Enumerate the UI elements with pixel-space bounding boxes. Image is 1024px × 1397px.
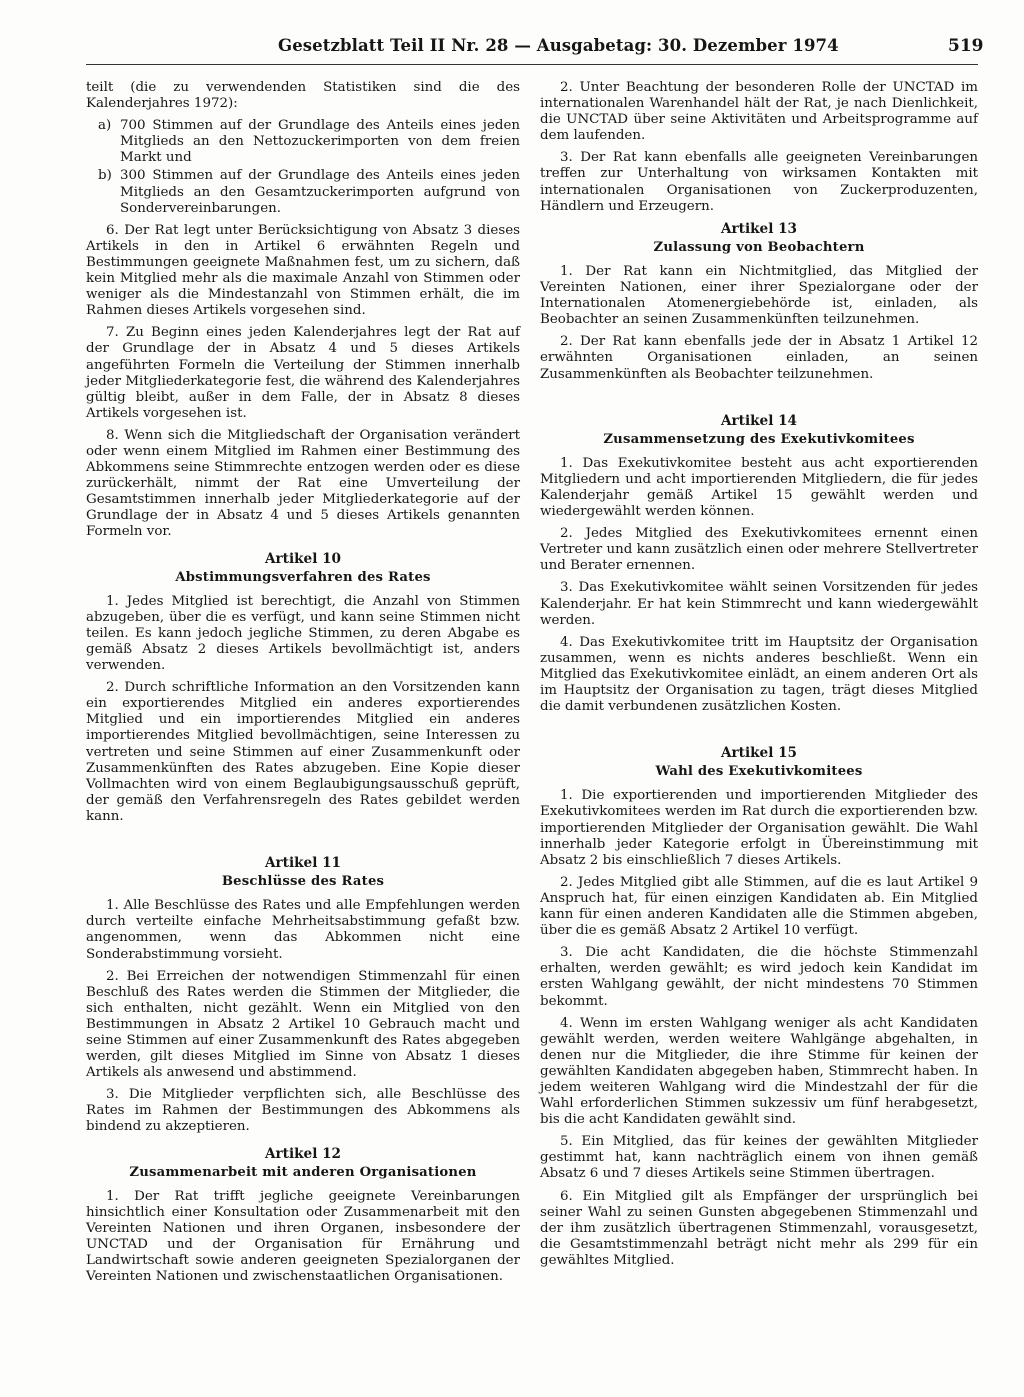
paragraph-7: 7. Zu Beginn eines jeden Kalenderjahres legt der Rat auf der Grundlage der in Absatz 4 und 5 dieses Artikels angeführten Formeln die Verteilung der Stimmen innerhalb jeder Mitgliederkategorie fest, die während des Kalenderjahres gültig bleibt, außer in dem Falle, der in Absatz 8 dieses Artikels vorgesehen ist. xyxy=(86,325,520,421)
article-10-paragraph-2: 2. Durch schriftliche Information an den Vorsitzenden kann ein exportierendes Mitglied ein anderes exportierendes Mitglied und ein importierendes Mitglied ein anderes importierendes Mitglied bevollmächtigen, seine Interessen zu vertreten und seine Stimmen auf einer Zusammenkunft oder Zusammenkünften des Rates abzugeben. Eine Kopie dieser Vollmachten wird von einem Beglaubigungsausschuß geprüft, der gemäß den Verfahrensregeln des Rates gebildet werden kann. xyxy=(86,680,520,824)
list-item xyxy=(86,168,520,216)
article-11-paragraph-3: 3. Die Mitglieder verpflichten sich, alle Beschlüsse des Rates im Rahmen der Bestimmungen des Abkommens als bindend zu akzeptieren. xyxy=(86,1087,520,1135)
article-14-title: Zusammensetzung des Exekutivkomitees xyxy=(603,431,915,447)
article-11-paragraph-1: 1. Alle Beschlüsse des Rates und alle Empfehlungen werden durch verteilte einfache Mehrheitsabstimmung gefaßt bzw. angenommen, wenn das Abkommen nicht eine Sonderabstimmung vorsieht. xyxy=(86,898,520,962)
article-15-paragraph-3: 3. Die acht Kandidaten, die die höchste Stimmenzahl erhalten, werden gewählt; es wird jedoch kein Kandidat im ersten Wahlgang gewählt, der nicht mindestens 70 Stimmen bekommt. xyxy=(540,945,978,1009)
article-13-paragraph-1: 1. Der Rat kann ein Nichtmitglied, das Mitglied der Vereinten Nationen, einer ihrer Spezialorgane oder der Internationalen Atomenergiebehörde ist, einladen, als Beobachter an seinen Zusammenkünften teilzunehmen. xyxy=(540,263,978,328)
page-header xyxy=(0,36,1024,66)
article-10-heading: Artikel 10 xyxy=(264,550,342,567)
article-13-title: Zulassung von Beobachtern xyxy=(653,239,865,255)
article-14-paragraph-2: 2. Jedes Mitglied des Exekutivkomitees ernennt einen Vertreter und kann zusätzlich einen oder mehrere Stellvertreter und Berater ernennen. xyxy=(540,526,978,574)
paragraph-6: 6. Der Rat legt unter Berücksichtigung von Absatz 3 dieses Artikels in den in Artikel 6 erwähnten Regeln und Bestimmungen geeignete Maßnahmen fest, um zu sichern, daß kein Mitglied mehr als die maximale Anzahl von Stimmen oder weniger als die Mindestanzahl von Stimmen erhält, die im Rahmen dieses Artikels vorgesehen sind. xyxy=(86,222,520,319)
list-marker: b) xyxy=(98,168,112,184)
article-15-paragraph-4: 4. Wenn im ersten Wahlgang weniger als acht Kandidaten gewählt werden, werden weitere Wahlgänge abgehalten, in denen nur die Mitglieder, die ihre Stimme für keinen der gewählten Kandidaten abgegeben haben, Stimmrecht haben. In jedem weiteren Wahlgang wird die Mindestzahl der für die Wahl erforderlichen Stimmen sukzessiv um fünf herabgesetzt, bis die acht Kandidaten gewählt sind. xyxy=(540,1015,978,1128)
article-15-paragraph-5: 5. Ein Mitglied, das für keines der gewählten Mitglieder gestimmt hat, kann nachträglich einem von ihnen gemäß Absatz 6 und 7 dieses Artikels seine Stimmen übertragen. xyxy=(540,1134,978,1182)
article-12-title: Zusammenarbeit mit anderen Organisationen xyxy=(129,1164,477,1180)
list-text: 300 Stimmen auf der Grundlage des Anteils eines jeden Mitglieds an den Gesamtzuckerimporten aufgrund von Sondervereinbarungen. xyxy=(120,168,520,216)
article-13-paragraph-2: 2. Der Rat kann ebenfalls jede der in Absatz 1 Artikel 12 erwähnten Organisationen einladen, an seinen Zusammenkünften als Beobachter teilzunehmen. xyxy=(540,334,978,382)
vote-list xyxy=(86,118,520,217)
header-rule xyxy=(86,64,978,65)
page-number: 519 xyxy=(948,36,984,56)
right-column xyxy=(540,80,978,1275)
article-14-heading: Artikel 14 xyxy=(720,412,798,429)
left-column xyxy=(86,80,520,1291)
list-item xyxy=(86,118,520,166)
article-13-heading: Artikel 13 xyxy=(720,220,798,237)
article-14-paragraph-4: 4. Das Exekutivkomitee tritt im Hauptsitz der Organisation zusammen, wenn es nichts anderes beschließt. Wenn ein Mitglied das Exekutivkomitee einlädt, an einem anderen Ort als im Hauptsitz der Organisation zu tagen, trägt dieses Mitglied die damit verbundenen zusätzlichen Kosten. xyxy=(540,634,978,715)
article-15-paragraph-6: 6. Ein Mitglied gilt als Empfänger der ursprünglich bei seiner Wahl zu seinen Gunsten abgegebenen Stimmenzahl und der ihm zusätzlich übertragenen Stimmenzahl, vorausgesetzt, die Gesamtstimmenzahl beträgt nicht mehr als 299 für ein gewähltes Mitglied. xyxy=(540,1188,978,1268)
article-11-heading: Artikel 11 xyxy=(264,855,342,872)
article-14-paragraph-1: 1. Das Exekutivkomitee besteht aus acht exportierenden Mitgliedern und acht importierenden Mitgliedern, die für jedes Kalenderjahr gemäß Artikel 15 gewählt werden und wiedergewählt werden können. xyxy=(540,455,978,520)
article-10-title: Abstimmungsverfahren des Rates xyxy=(175,569,431,585)
list-text: 700 Stimmen auf der Grundlage des Anteils eines jeden Mitglieds an den Nettozuckerimporten von dem freien Markt und xyxy=(120,118,520,166)
article-15-paragraph-2: 2. Jedes Mitglied gibt alle Stimmen, auf die es laut Artikel 9 Anspruch hat, für einen einzigen Kandidaten ab. Ein Mitglied kann für einen anderen Kandidaten alle die Stimmen abgeben, über die es gemäß Absatz 2 Artikel 10 verfügt. xyxy=(540,874,978,939)
article-11-title: Beschlüsse des Rates xyxy=(221,874,385,890)
article-11-paragraph-2: 2. Bei Erreichen der notwendigen Stimmenzahl für einen Beschluß des Rates werden die Stimmen der Mitglieder, die sich enthalten, nicht gezählt. Wenn ein Mitglied von den Bestimmungen in Absatz 2 Artikel 10 Gebrauch macht und seine Stimmen auf einer Zusammenkunft des Rates abgegeben werden, gilt dieses Mitglied im Sinne von Absatz 1 dieses Artikels als anwesend und abstimmend. xyxy=(86,968,520,1081)
list-marker: a) xyxy=(98,118,112,134)
article-12-paragraph-1: 1. Der Rat trifft jegliche geeignete Vereinbarungen hinsichtlich einer Konsultation oder Zusammenarbeit mit den Vereinten Nationen und ihren Organen, insbesondere der UNCTAD und der Organisation für Ernährung und Landwirtschaft sowie anderen geeigneten Spezialorganen der Vereinten Nationen und zwischenstaatlichen Organisationen. xyxy=(86,1188,520,1285)
article-15-paragraph-1: 1. Die exportierenden und importierenden Mitglieder des Exekutivkomitees werden im Rat durch die exportierenden bzw. importierenden Mitglieder der Organisation gewählt. Die Wahl innerhalb jeder Kategorie erfolgt in Übereinstimmung mit Absatz 2 bis einschließlich 7 dieses Artikels. xyxy=(540,788,978,868)
article-12-heading: Artikel 12 xyxy=(264,1145,342,1162)
article-12-paragraph-3: 3. Der Rat kann ebenfalls alle geeigneten Vereinbarungen treffen zur Unterhaltung von wirksamen Kontakten mit internationalen Organisationen von Zuckerproduzenten, Händlern und Erzeugern. xyxy=(540,150,978,214)
article-14-paragraph-3: 3. Das Exekutivkomitee wählt seinen Vorsitzenden für jedes Kalenderjahr. Er hat kein Stimmrecht und kann wiedergewählt werden. xyxy=(540,580,978,628)
article-15-heading: Artikel 15 xyxy=(720,745,798,762)
intro-paragraph: teilt (die zu verwendenden Statistiken sind die des Kalenderjahres 1972): xyxy=(86,80,520,112)
article-15-title: Wahl des Exekutivkomitees xyxy=(655,764,863,780)
gazette-title: Gesetzblatt Teil II Nr. 28 — Ausgabetag: 30. Dezember 1974 xyxy=(278,36,839,55)
paragraph-8: 8. Wenn sich die Mitgliedschaft der Organisation verändert oder wenn einem Mitglied im Rahmen einer Bestimmung des Abkommens seine Stimmrechte entzogen werden oder es diese zurückerhält, nimmt der Rat eine Umverteilung der Gesamtstimmen innerhalb jeder Mitgliederkategorie auf der Grundlage der in Absatz 4 und 5 dieses Artikels genannten Formeln vor. xyxy=(86,427,520,540)
article-12-paragraph-2: 2. Unter Beachtung der besonderen Rolle der UNCTAD im internationalen Warenhandel hält der Rat, je nach Dienlichkeit, die UNCTAD über seine Aktivitäten und Arbeitsprogramme auf dem laufenden. xyxy=(540,80,978,144)
article-10-paragraph-1: 1. Jedes Mitglied ist berechtigt, die Anzahl von Stimmen abzugeben, über die es verfügt, und kann seine Stimmen nicht teilen. Es kann jedoch jegliche Stimmen, zu deren Abgabe es gemäß Absatz 2 dieses Artikels bevollmächtigt ist, anders verwenden. xyxy=(86,593,520,674)
